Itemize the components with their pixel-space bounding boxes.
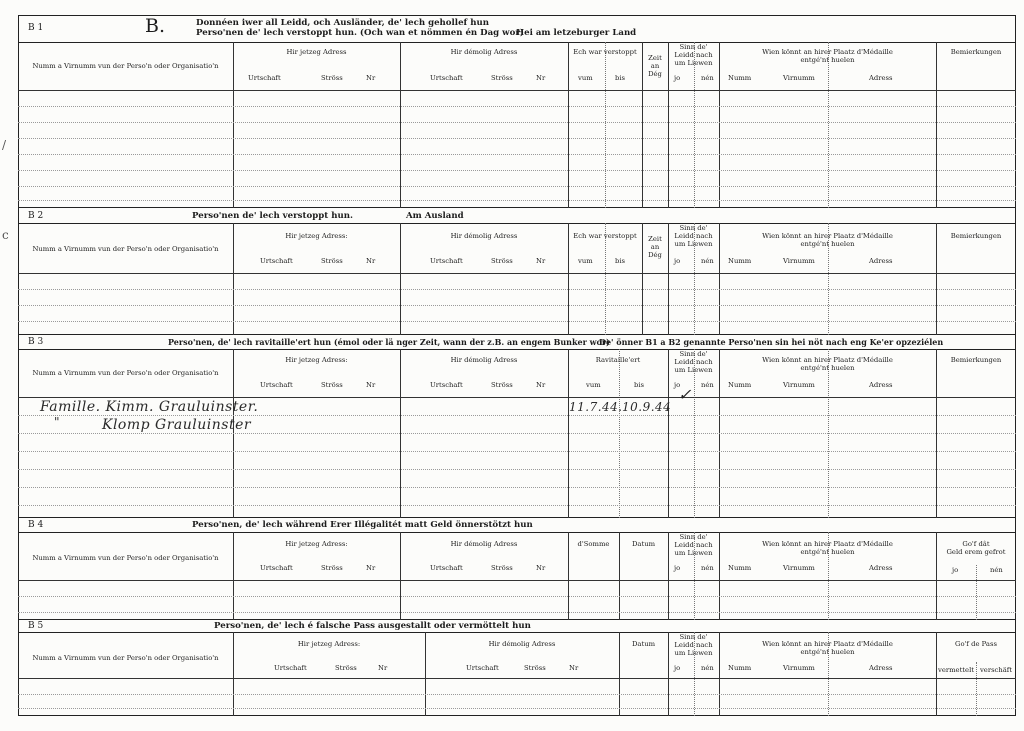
handwritten-date-from: 11.7.44.: [569, 400, 623, 414]
form-letter: B.: [145, 15, 166, 37]
col-header-procured: verschäft: [979, 666, 1013, 674]
section-code: B 5: [28, 621, 44, 631]
col-header-locality: Urtschaft: [260, 257, 293, 265]
section-code: B 2: [28, 211, 44, 221]
handwritten-date-to: 10.9.44: [622, 400, 672, 414]
col-header-former-address: Hir démolig Adress: [450, 356, 518, 364]
col-header-from: vum: [578, 74, 593, 82]
col-header-yes: jo: [674, 564, 681, 572]
section-b5: [18, 620, 1016, 716]
margin-mark: c: [2, 228, 9, 242]
col-header-remarks: Bemierkungen: [950, 356, 1002, 364]
handwritten-ditto: ": [54, 415, 61, 429]
col-header-no: nén: [701, 664, 714, 672]
col-header-number: Nr: [569, 664, 579, 672]
col-header-surname: Numm: [728, 564, 752, 572]
col-header-time: Zeit an Dég: [648, 235, 662, 259]
col-header-current-address: Hir jetzeg Adress:: [285, 232, 348, 240]
col-header-yes: jo: [952, 566, 959, 574]
col-header-address: Adress: [869, 257, 893, 265]
col-header-street: Ströss: [321, 381, 343, 389]
section-b4-header: [18, 518, 1016, 533]
section-b3-header: [18, 335, 1016, 350]
col-header-mediated: vermettelt: [938, 666, 974, 674]
col-header-current-address: Hir jetzeg Adress:: [285, 356, 348, 364]
section-code: B 3: [28, 337, 44, 347]
col-header-time: Zeit an Dég: [648, 54, 662, 78]
col-header-to: bis: [615, 74, 626, 82]
col-header-firstname: Virnumm: [783, 381, 815, 389]
col-header-current-address: Hir jetzeg Adress: [286, 48, 347, 56]
col-header-street: Ströss: [524, 664, 546, 672]
col-header-date: Datum: [631, 540, 656, 548]
col-header-street: Ströss: [335, 664, 357, 672]
handwritten-entry-1: Famille. Kimm. Grauluinster.: [40, 399, 259, 415]
col-header-locality: Urtschaft: [260, 381, 293, 389]
col-header-address: Adress: [869, 74, 893, 82]
col-header-number: Nr: [536, 381, 546, 389]
col-header-number: Nr: [536, 74, 546, 82]
col-header-number: Nr: [536, 257, 546, 265]
col-header-to: bis: [615, 257, 626, 265]
check-mark-icon: ✓: [678, 385, 692, 404]
col-header-no: nén: [701, 564, 714, 572]
section-title-suffix: Am Ausland: [406, 211, 464, 221]
col-header-alive: Sinn de' Leidd nach um Liewen: [674, 633, 713, 657]
col-header-firstname: Virnumm: [783, 257, 815, 265]
col-header-medal: Wien könnt an hirer Plaatz d'Médaille entgé'nt huelen: [762, 640, 893, 656]
col-header-hidden: Ech war verstoppt: [573, 232, 637, 240]
section-b3-table: [18, 349, 1016, 518]
col-header-yes: jo: [674, 74, 681, 82]
col-header-firstname: Virnumm: [783, 664, 815, 672]
section-b2-table: [18, 223, 1016, 335]
col-header-street: Ströss: [491, 257, 513, 265]
col-header-street: Ströss: [321, 74, 343, 82]
col-header-alive: Sinn de' Leidd nach um Liewen: [674, 43, 713, 67]
col-header-name: Numm a Virnumm vun der Perso'n oder Organisatio'n: [32, 654, 219, 662]
col-header-no: nén: [701, 74, 714, 82]
section-title: Perso'nen, de' lech é falsche Pass ausgestallt oder vermöttelt hun: [214, 621, 531, 631]
col-header-hidden: Ech war verstoppt: [573, 48, 637, 56]
col-header-locality: Urtschaft: [248, 74, 281, 82]
col-header-medal: Wien könnt an hirer Plaatz d'Médaille entgé'nt huelen: [762, 540, 893, 556]
col-header-street: Ströss: [491, 381, 513, 389]
col-header-yes: jo: [674, 257, 681, 265]
col-header-locality: Urtschaft: [274, 664, 307, 672]
col-header-name: Numm a Virnumm vun der Perso'n oder Organisatio'n: [32, 245, 219, 253]
col-header-pass: Go'f de Pass: [955, 640, 997, 648]
col-header-alive: Sinn de' Leidd nach um Liewen: [674, 533, 713, 557]
col-header-to: bis: [634, 381, 645, 389]
section-title: Perso'nen, de' lech während Erer Illégalitét matt Geld önnerstötzt hun: [192, 520, 533, 530]
col-header-name: Numm a Virnumm vun der Perso'n oder Organisatio'n: [32, 62, 219, 70]
section-b4-table: [18, 532, 1016, 620]
col-header-alive: Sinn de' Leidd nach um Liewen: [674, 350, 713, 374]
col-header-locality: Urtschaft: [430, 564, 463, 572]
section-title-suffix: De' önner B1 a B2 genannte Perso'nen sin hei nöt nach eng Ke'er opzeziélen: [599, 337, 944, 347]
col-header-supplied: Ravitaille'ert: [595, 356, 641, 364]
col-header-surname: Numm: [728, 74, 752, 82]
col-header-address: Adress: [869, 664, 893, 672]
col-header-yes: jo: [674, 664, 681, 672]
col-header-locality: Urtschaft: [430, 381, 463, 389]
col-header-remarks: Bemierkungen: [950, 48, 1002, 56]
col-header-remarks: Bemierkungen: [950, 232, 1002, 240]
col-header-address: Adress: [869, 564, 893, 572]
section-b5-table: [18, 632, 1016, 716]
col-header-address: Adress: [869, 381, 893, 389]
col-header-no: nén: [701, 381, 714, 389]
col-header-medal: Wien könnt an hirer Plaatz d'Médaille entgé'nt huelen: [762, 356, 893, 372]
section-b1-header: [18, 15, 1016, 43]
col-header-surname: Numm: [728, 381, 752, 389]
col-header-name: Numm a Virnumm vun der Perso'n oder Organisatio'n: [32, 554, 219, 562]
section-b3: [18, 335, 1016, 518]
col-header-number: Nr: [366, 74, 376, 82]
col-header-surname: Numm: [728, 664, 752, 672]
col-header-locality: Urtschaft: [430, 257, 463, 265]
col-header-yes: jo: [674, 381, 681, 389]
col-header-from: vum: [586, 381, 601, 389]
col-header-street: Ströss: [321, 564, 343, 572]
col-header-locality: Urtschaft: [260, 564, 293, 572]
section-code: B 4: [28, 520, 44, 530]
margin-mark: /: [2, 138, 7, 152]
section-b1-table: [18, 42, 1016, 208]
col-header-date: Datum: [631, 640, 656, 648]
col-header-current-address: Hir jetzeg Adress:: [285, 540, 348, 548]
col-header-alive: Sinn de' Leidd nach um Liewen: [674, 224, 713, 248]
section-title-line1: Donnéen iwer all Leidd, och Ausländer, de' lech gehollef hun: [196, 18, 489, 28]
col-header-number: Nr: [366, 257, 376, 265]
section-title-suffix: Hei am letzeburger Land: [516, 28, 637, 38]
col-header-no: nén: [701, 257, 714, 265]
section-b4: [18, 518, 1016, 620]
col-header-number: Nr: [378, 664, 388, 672]
col-header-former-address: Hir démolig Adress: [450, 540, 518, 548]
col-header-street: Ströss: [491, 564, 513, 572]
col-header-firstname: Virnumm: [783, 74, 815, 82]
section-code: B 1: [28, 23, 44, 33]
col-header-current-address: Hir jetzeg Adress:: [297, 640, 361, 648]
section-title-line2: Perso'nen de' lech verstoppt hun. (Och wan et nömmen én Dag wor): [196, 28, 524, 38]
col-header-former-address: Hir démolig Adress: [450, 48, 518, 56]
section-title: Perso'nen, de' lech ravitaille'ert hun (émol oder lä nger Zeit, wann der z.B. an engem Bunker wor): [168, 337, 610, 347]
col-header-locality: Urtschaft: [430, 74, 463, 82]
col-header-name: Numm a Virnumm vun der Perso'n oder Organisatio'n: [32, 369, 219, 377]
col-header-number: Nr: [366, 564, 376, 572]
section-b2: [18, 208, 1016, 335]
col-header-money-back: Go'f dât Geld erem gefrot: [946, 540, 1006, 556]
col-header-former-address: Hir démolig Adress: [488, 640, 556, 648]
col-header-number: Nr: [366, 381, 376, 389]
section-title: Perso'nen de' lech verstoppt hun.: [192, 211, 353, 221]
col-header-street: Ströss: [321, 257, 343, 265]
col-header-from: vum: [578, 257, 593, 265]
col-header-locality: Urtschaft: [466, 664, 499, 672]
col-header-medal: Wien könnt an hirer Plaatz d'Médaille entgé'nt huelen: [762, 232, 893, 248]
col-header-former-address: Hir démolig Adress: [450, 232, 518, 240]
col-header-medal: Wien könnt an hirer Plaatz d'Médaille entgé'nt huelen: [762, 48, 893, 64]
col-header-number: Nr: [536, 564, 546, 572]
section-b1: [18, 15, 1016, 208]
col-header-firstname: Virnumm: [783, 564, 815, 572]
section-b2-header: [18, 208, 1016, 224]
col-header-surname: Numm: [728, 257, 752, 265]
col-header-sum: d'Somme: [577, 540, 610, 548]
col-header-street: Ströss: [491, 74, 513, 82]
col-header-no: nén: [990, 566, 1003, 574]
handwritten-entry-2: Klomp Grauluinster: [102, 417, 252, 433]
